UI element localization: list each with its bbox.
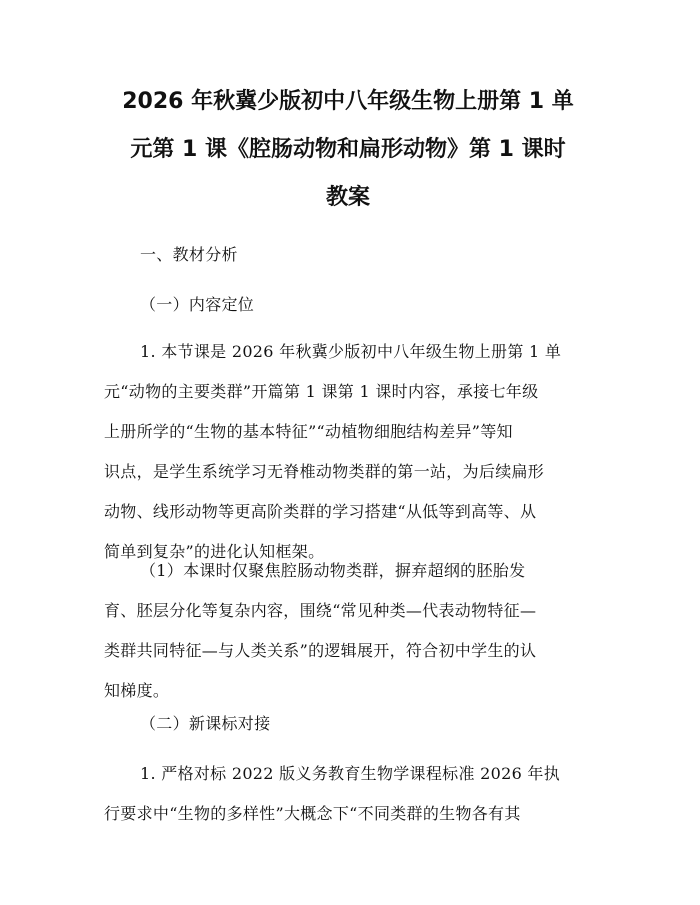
- paragraph-line: 行要求中“生物的多样性”大概念下“不同类群的生物各有其: [104, 804, 521, 823]
- paragraph-line: 1. 严格对标 2022 版义务教育生物学课程标准 2026 年执: [140, 764, 561, 783]
- paragraph-line: （1）本课时仅聚焦腔肠动物类群，摒弃超纲的胚胎发: [140, 561, 526, 580]
- section-heading: [140, 235, 238, 275]
- paragraph: [104, 754, 560, 834]
- document-title: [98, 78, 598, 222]
- title-line: 2026 年秋冀少版初中八年级生物上册第 1 单: [122, 89, 574, 114]
- title-line: 教案: [325, 185, 370, 210]
- subsection-heading: [140, 704, 270, 744]
- subsection-heading: [140, 285, 254, 325]
- paragraph-line: 动物、线形动物等更高阶类群的学习搭建“从低等到高等、从: [104, 502, 537, 521]
- paragraph-line: 知梯度。: [104, 681, 170, 700]
- paragraph-line: 元“动物的主要类群”开篇第 1 课第 1 课时内容，承接七年级: [104, 382, 539, 401]
- paragraph-line: 简单到复杂”的进化认知框架。: [104, 542, 325, 561]
- paragraph-line: 1. 本节课是 2026 年秋冀少版初中八年级生物上册第 1 单: [140, 342, 562, 361]
- title-line: 元第 1 课《腔肠动物和扁形动物》第 1 课时: [130, 137, 566, 162]
- subsection-heading-text: （一）内容定位: [140, 295, 255, 314]
- subsection-heading-text: （二）新课标对接: [140, 714, 271, 733]
- paragraph-line: 上册所学的“生物的基本特征”“动植物细胞结构差异”等知: [104, 422, 513, 441]
- paragraph-line: 识点，是学生系统学习无脊椎动物类群的第一站，为后续扁形: [104, 462, 545, 481]
- paragraph-line: 类群共同特征—与人类关系”的逻辑展开，符合初中学生的认: [104, 641, 537, 660]
- paragraph: [104, 551, 536, 711]
- section-heading-text: 一、教材分析: [140, 245, 238, 264]
- paragraph: [104, 332, 561, 572]
- paragraph-line: 育、胚层分化等复杂内容，围绕“常见种类—代表动物特征—: [104, 601, 537, 620]
